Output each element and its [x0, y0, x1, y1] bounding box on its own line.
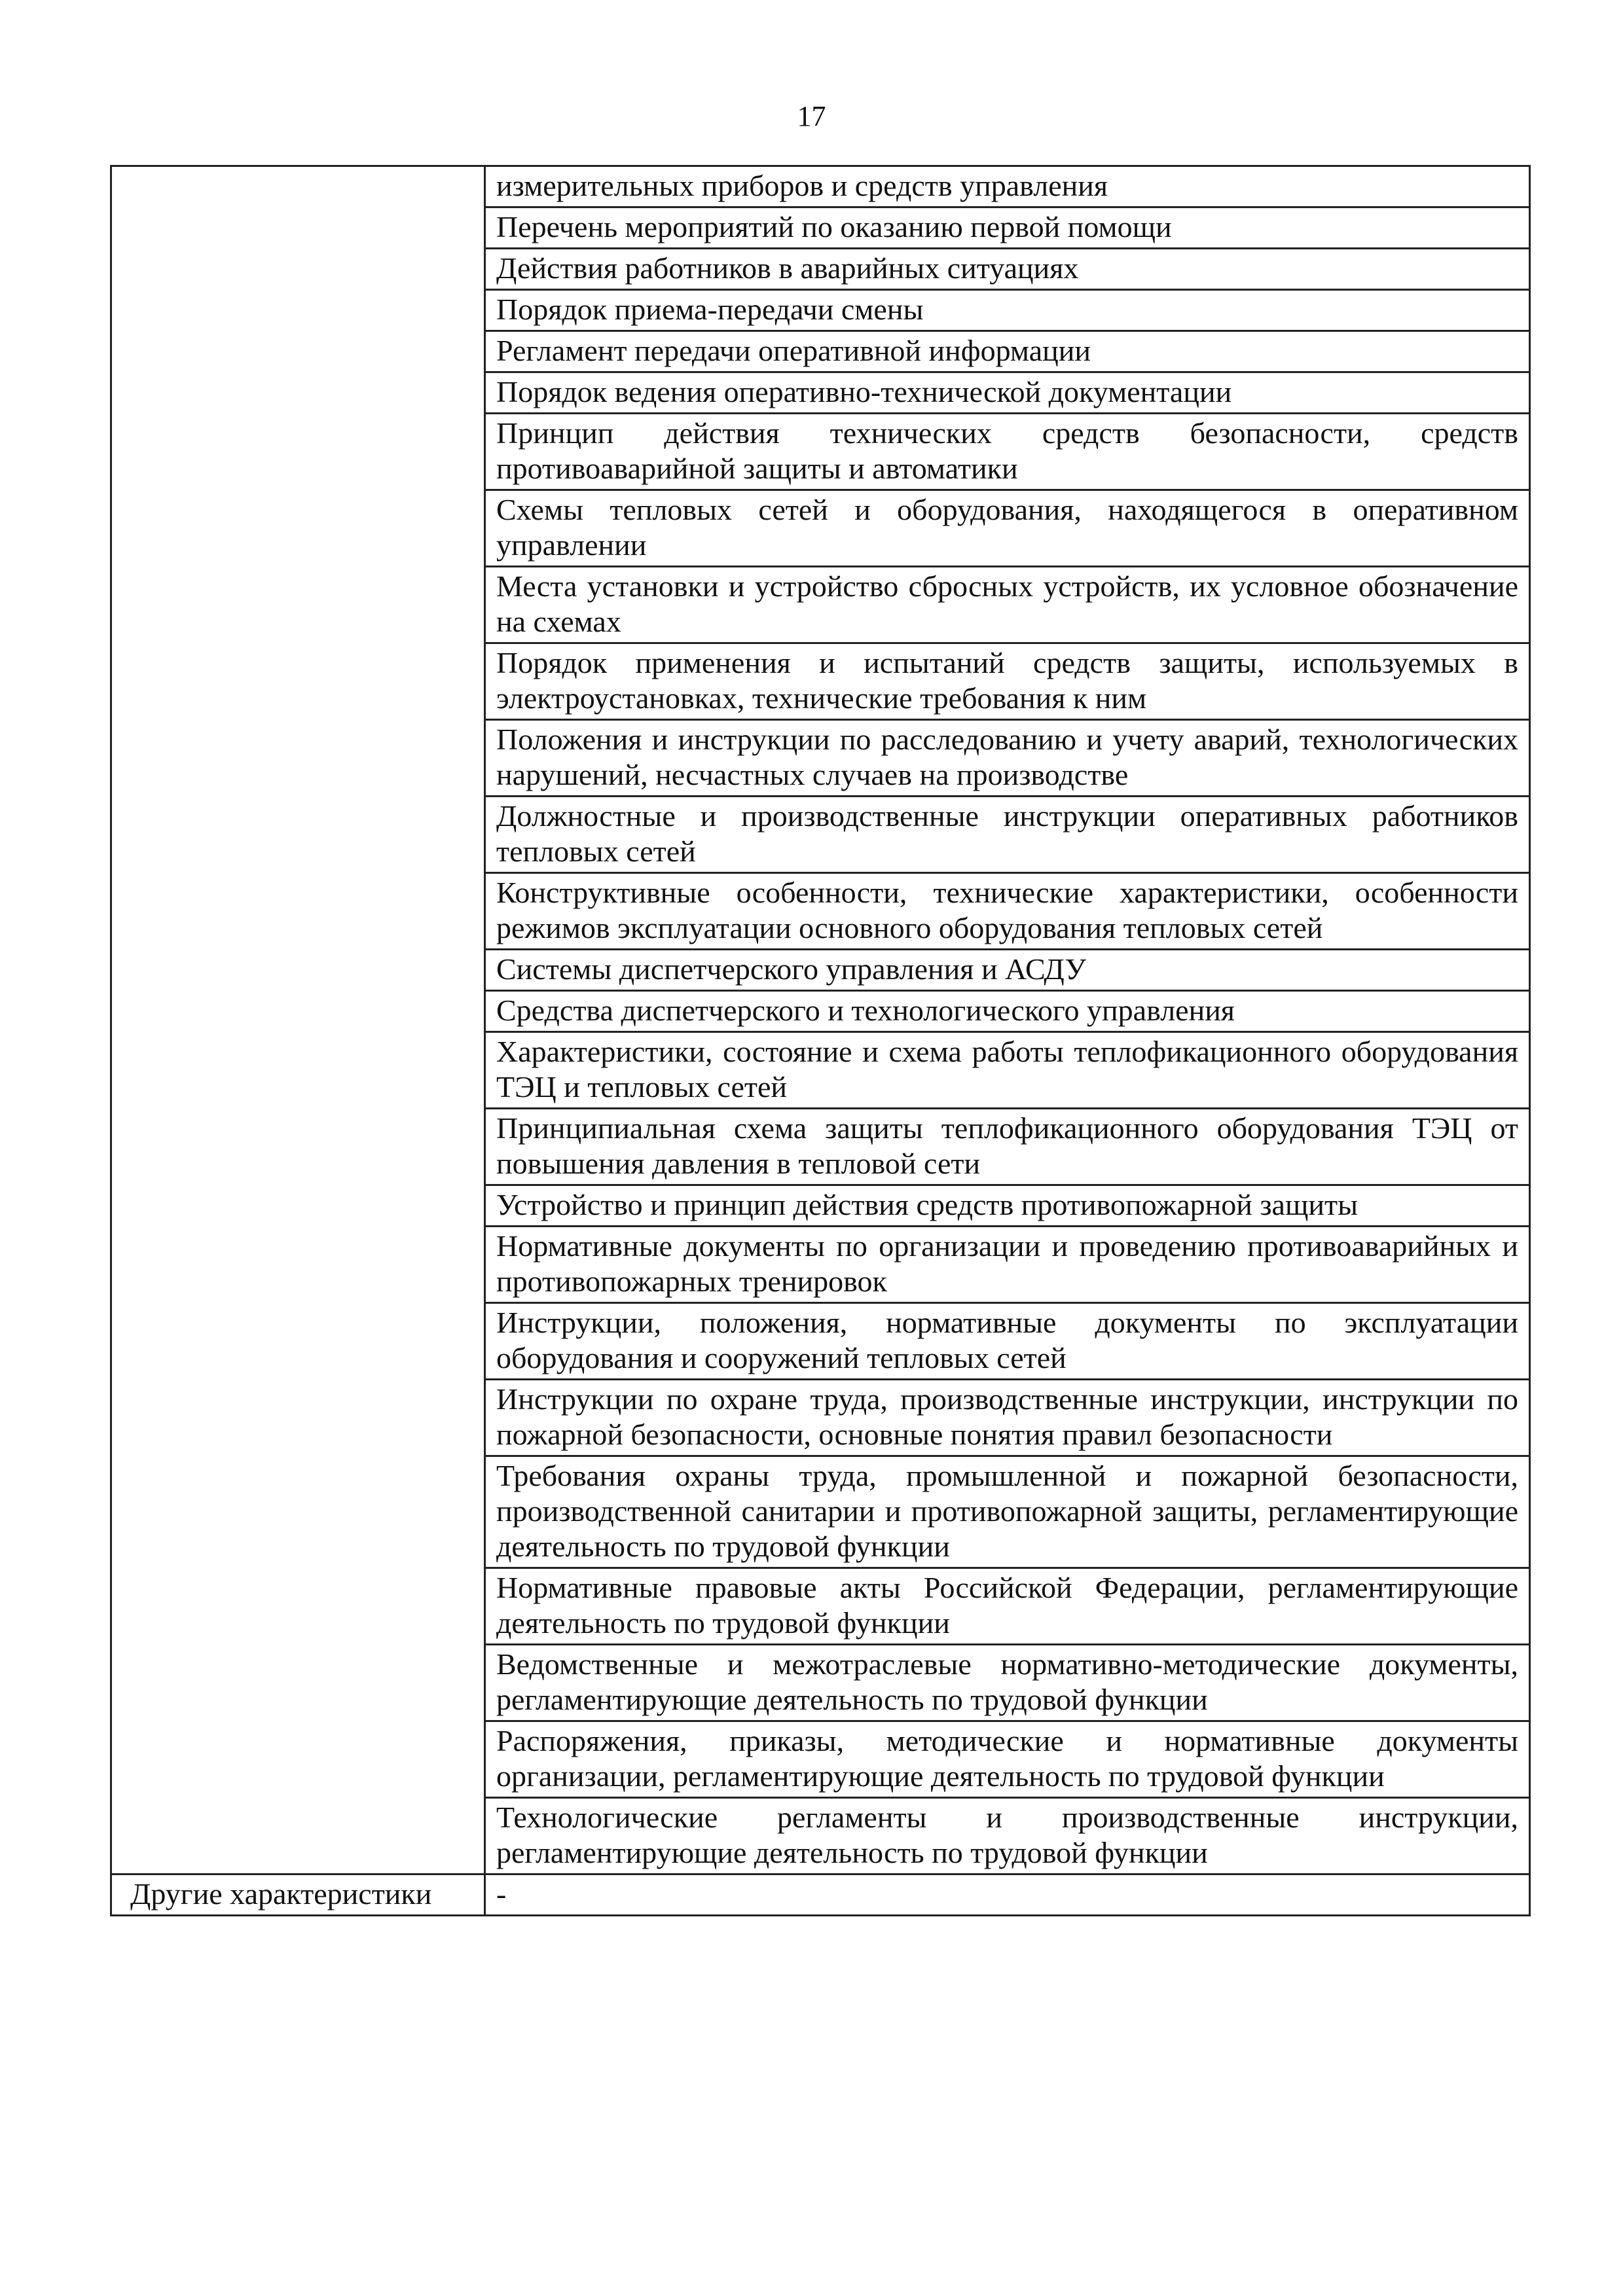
knowledge-item: Принципиальная схема защиты теплофикационного оборудования ТЭЦ от повышения давления в тепловой сети	[485, 1109, 1530, 1185]
knowledge-item: Нормативные документы по организации и проведению противоаварийных и противопожарных тренировок	[485, 1227, 1530, 1303]
knowledge-item: Средства диспетчерского и технологического управления	[485, 991, 1530, 1032]
knowledge-item: Места установки и устройство сбросных устройств, их условное обозначение на схемах	[485, 567, 1530, 643]
other-characteristics-row	[111, 1874, 1530, 1916]
page-number: 17	[797, 100, 826, 132]
knowledge-item: измерительных приборов и средств управления	[485, 166, 1530, 207]
knowledge-item: Схемы тепловых сетей и оборудования, находящегося в оперативном управлении	[485, 490, 1530, 567]
knowledge-item: Инструкции, положения, нормативные документы по эксплуатации оборудования и сооружений тепловых сетей	[485, 1303, 1530, 1380]
knowledge-item: Порядок ведения оперативно-технической документации	[485, 372, 1530, 414]
knowledge-item: Устройство и принцип действия средств противопожарной защиты	[485, 1185, 1530, 1227]
knowledge-label-cell	[111, 166, 485, 1874]
knowledge-item: Действия работников в аварийных ситуациях	[485, 249, 1530, 290]
knowledge-item: Порядок применения и испытаний средств защиты, используемых в электроустановках, технические требования к ним	[485, 643, 1530, 720]
knowledge-item: Характеристики, состояние и схема работы теплофикационного оборудования ТЭЦ и тепловых сетей	[485, 1032, 1530, 1109]
knowledge-item: Ведомственные и межотраслевые нормативно-методические документы, регламентирующие деятельность по трудовой функции	[485, 1645, 1530, 1721]
knowledge-item: Должностные и производственные инструкции оперативных работников тепловых сетей	[485, 797, 1530, 873]
other-characteristics-value: -	[485, 1874, 1530, 1916]
knowledge-item: Технологические регламенты и производственные инструкции, регламентирующие деятельность по трудовой функции	[485, 1798, 1530, 1874]
knowledge-item: Системы диспетчерского управления и АСДУ	[485, 950, 1530, 991]
knowledge-item: Нормативные правовые акты Российской Федерации, регламентирующие деятельность по трудовой функции	[485, 1568, 1530, 1645]
knowledge-item: Перечень мероприятий по оказанию первой помощи	[485, 207, 1530, 249]
knowledge-item: Инструкции по охране труда, производственные инструкции, инструкции по пожарной безопасности, основные понятия правил безопасности	[485, 1380, 1530, 1456]
knowledge-item: Положения и инструкции по расследованию и учету аварий, технологических нарушений, несчастных случаев на производстве	[485, 720, 1530, 797]
knowledge-item: Требования охраны труда, промышленной и пожарной безопасности, производственной санитарии и противопожарной защиты, регламентирующие деятельность по трудовой функции	[485, 1456, 1530, 1568]
knowledge-table	[110, 165, 1531, 1916]
knowledge-table-body	[111, 166, 1530, 1874]
knowledge-item: Регламент передачи оперативной информации	[485, 331, 1530, 372]
knowledge-item: Распоряжения, приказы, методические и нормативные документы организации, регламентирующие деятельность по трудовой функции	[485, 1721, 1530, 1798]
knowledge-item: Принцип действия технических средств безопасности, средств противоаварийной защиты и автоматики	[485, 414, 1530, 490]
table-row	[111, 166, 1530, 207]
other-characteristics-label: Другие характеристики	[111, 1874, 485, 1916]
other-characteristics-section	[111, 1874, 1530, 1916]
knowledge-item: Конструктивные особенности, технические характеристики, особенности режимов эксплуатации основного оборудования тепловых сетей	[485, 873, 1530, 950]
knowledge-item: Порядок приема-передачи смены	[485, 290, 1530, 331]
